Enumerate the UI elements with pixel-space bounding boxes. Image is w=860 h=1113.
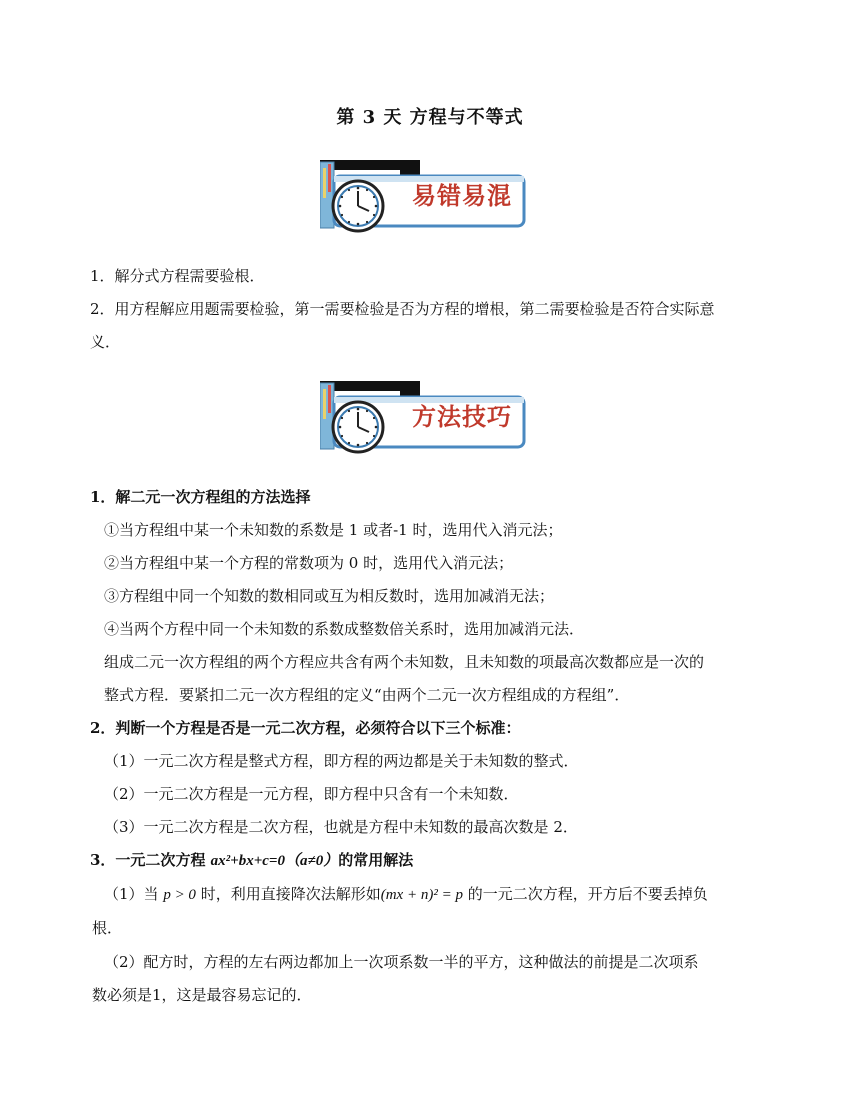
condition-p-positive: p > 0 — [163, 887, 196, 903]
item-1-suffix: 的一元二次方程，开方后不要丢掉负 — [462, 885, 708, 903]
method-2-item-2: （2）一元二次方程是一元方程，即方程中只含有一个未知数． — [104, 785, 519, 803]
method-1-item-4: ④当两个方程中同一个未知数的系数成整数倍关系时，选用加减消元法． — [104, 620, 585, 638]
method-3-item-1-line-2: 根． — [92, 919, 123, 937]
item-1-prefix: （1）当 — [104, 885, 164, 903]
mistake-item-2-line-1: 2．用方程解应用题需要检验，第一需要检验是否为方程的增根，第二需要检验是否符合实际意 — [90, 300, 715, 318]
method-1-note-line-1: 组成二元一次方程组的两个方程应共含有两个未知数，且未知数的项最高次数都应是一次的 — [104, 653, 705, 671]
method-3-item-2-line-1: （2）配方时，方程的左右两边都加上一次项系数一半的平方，这种做法的前提是二次项系 — [104, 953, 699, 971]
section-badge-methods — [320, 381, 530, 457]
method-3-item-1-line-1 — [104, 884, 708, 905]
equation-general-form: ax²+bx+c=0（a≠0） — [210, 853, 339, 869]
mistake-item-2-line-2: 义． — [90, 333, 121, 351]
method-heading-2: 2．判断一个方程是否是一元二次方程，必须符合以下三个标准： — [90, 719, 521, 737]
method-heading-1: 1．解二元一次方程组的方法选择 — [90, 488, 311, 506]
section-badge-mistakes — [320, 160, 530, 236]
mistake-item-1: 1．解分式方程需要验根． — [90, 267, 265, 285]
method-2-item-1: （1）一元二次方程是整式方程，即方程的两边都是关于未知数的整式． — [104, 752, 579, 770]
method-1-item-2: ②当方程组中某一个方程的常数项为 0 时，选用代入消元法； — [104, 554, 514, 572]
method-heading-3 — [90, 850, 413, 871]
equation-squared-form: (mx + n)² = p — [380, 887, 463, 903]
method-heading-3-suffix: 的常用解法 — [338, 851, 414, 869]
method-1-item-1: ①当方程组中某一个未知数的系数是 1 或者-1 时，选用代入消元法； — [104, 521, 563, 539]
badge-label: 方法技巧 — [412, 403, 512, 431]
badge-label: 易错易混 — [412, 182, 512, 210]
method-2-item-3: （3）一元二次方程是二次方程，也就是方程中未知数的最高次数是 2． — [104, 818, 578, 836]
page-title: 第 3 天 方程与不等式 — [336, 107, 524, 128]
method-heading-3-prefix: 3．一元二次方程 — [90, 851, 211, 869]
method-3-item-2-line-2: 数必须是1，这是最容易忘记的． — [92, 986, 312, 1004]
item-1-mid: 时，利用直接降次法解形如 — [195, 885, 381, 903]
method-1-item-3: ③方程组中同一个知数的数相同或互为相反数时，选用加减消无法； — [104, 587, 555, 605]
method-1-note-line-2: 整式方程．要紧扣二元一次方程组的定义“由两个二元一次方程组成的方程组”． — [104, 686, 630, 704]
